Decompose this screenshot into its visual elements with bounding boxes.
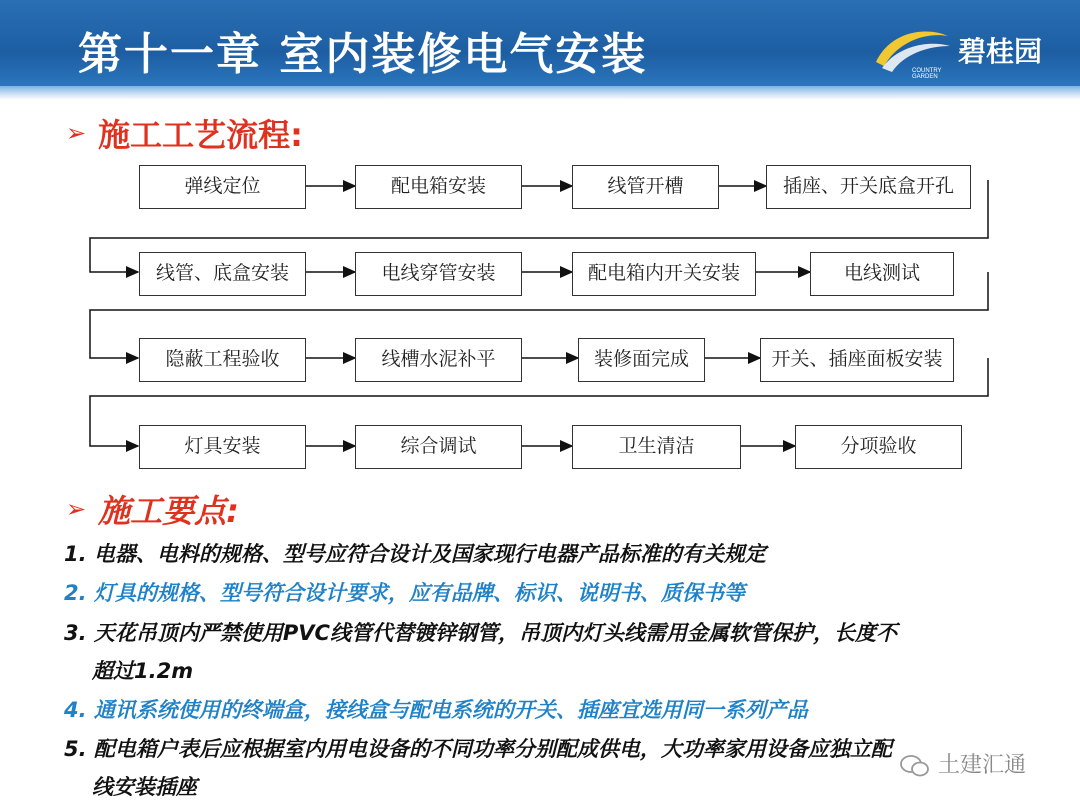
wechat-icon xyxy=(900,755,930,777)
flow-step-9: 隐蔽工程验收 xyxy=(139,338,306,382)
flow-step-1: 弹线定位 xyxy=(139,165,306,209)
flow-step-13: 灯具安装 xyxy=(139,425,306,469)
point-5: 5. 配电箱户表后应根据室内用电设备的不同功率分别配成供电，大功率家用设备应独立配 xyxy=(64,737,892,761)
flow-step-2: 配电箱安装 xyxy=(355,165,522,209)
flow-step-7: 配电箱内开关安装 xyxy=(572,252,756,296)
flow-step-4: 插座、开关底盒开孔 xyxy=(766,165,971,209)
arrow-bullet-icon: ➢ xyxy=(66,119,87,147)
flow-step-8: 电线测试 xyxy=(810,252,954,296)
watermark: 土建汇通 xyxy=(900,748,1026,779)
svg-text:GARDEN: GARDEN xyxy=(912,74,938,78)
point-2: 2. 灯具的规格、型号符合设计要求，应有品牌、标识、说明书、质保书等 xyxy=(64,581,745,605)
flow-step-16: 分项验收 xyxy=(795,425,962,469)
flow-step-3: 线管开槽 xyxy=(572,165,719,209)
flow-step-6: 电线穿管安装 xyxy=(355,252,522,296)
flow-step-5: 线管、底盒安装 xyxy=(139,252,306,296)
flow-step-12: 开关、插座面板安装 xyxy=(760,338,954,382)
process-heading: ➢ 施工工艺流程: xyxy=(66,116,303,154)
point-3: 3. 天花吊顶内严禁使用PVC线管代替镀锌钢管，吊顶内灯头线需用金属软管保护，长度不 xyxy=(64,621,897,645)
svg-text:COUNTRY: COUNTRY xyxy=(912,68,942,74)
point-5-continued: 线安装插座 xyxy=(92,775,197,799)
point-4: 4. 通讯系统使用的终端盒，接线盒与配电系统的开关、插座宜选用同一系列产品 xyxy=(64,698,808,722)
arrow-bullet-icon: ➢ xyxy=(66,495,87,523)
flow-step-14: 综合调试 xyxy=(355,425,522,469)
page-title: 第十一章 室内装修电气安装 xyxy=(78,29,648,80)
point-1: 1. 电器、电料的规格、型号应符合设计及国家现行电器产品标准的有关规定 xyxy=(64,542,766,566)
flow-step-10: 线槽水泥补平 xyxy=(355,338,522,382)
logo-text: 碧桂园 xyxy=(958,35,1043,68)
flow-step-11: 装修面完成 xyxy=(578,338,705,382)
points-heading: ➢ 施工要点: xyxy=(66,492,239,530)
flow-step-15: 卫生清洁 xyxy=(572,425,741,469)
point-3-continued: 超过1.2m xyxy=(92,659,194,683)
